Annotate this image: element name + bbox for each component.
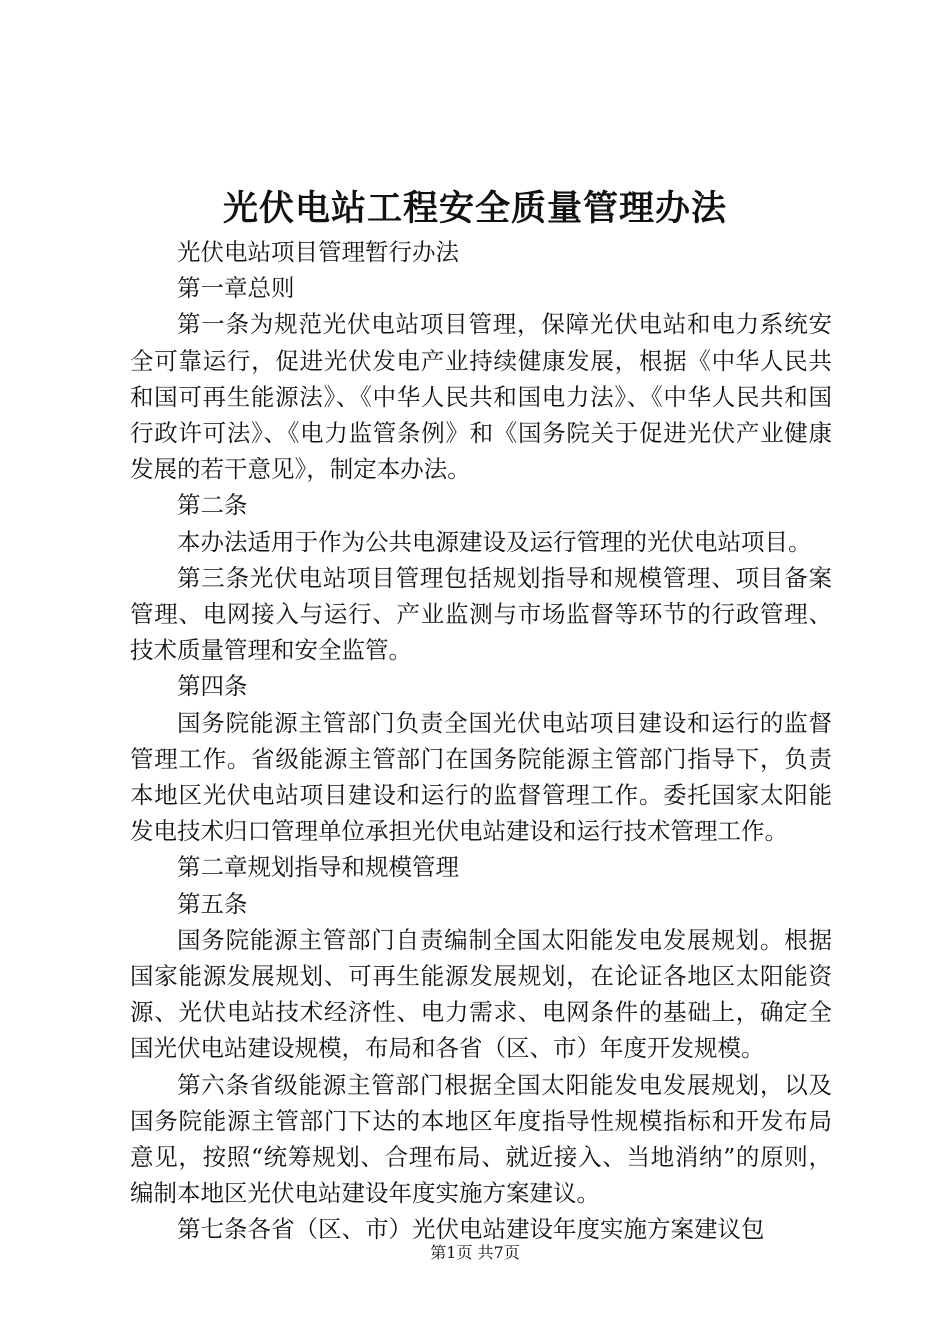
paragraph: 第六条省级能源主管部门根据全国太阳能发电发展规划，以及国务院能源主管部门下达的本地区年度指导性规模指标和开发布局意见，按照“统筹规划、合理布局、就近接入、当地消纳”的原则，编制本地区光伏电站建设年度实施方案建议。: [130, 1070, 832, 1208]
paragraph: 国务院能源主管部门负责全国光伏电站项目建设和运行的监督管理工作。省级能源主管部门在国务院能源主管部门指导下，负责本地区光伏电站项目建设和运行的监督管理工作。委托国家太阳能发电技术归口管理单位承担光伏电站建设和运行技术管理工作。: [130, 708, 832, 846]
paragraph: 第一条为规范光伏电站项目管理，保障光伏电站和电力系统安全可靠运行，促进光伏发电产业持续健康发展，根据《中华人民共和国可再生能源法》、《中华人民共和国电力法》、《中华人民共和国行政许可法》、《电力监管条例》和《国务院关于促进光伏产业健康发展的若干意见》，制定本办法。: [130, 310, 832, 484]
paragraph: 第二章规划指导和规模管理: [177, 853, 459, 882]
paragraph: 第三条光伏电站项目管理包括规划指导和规模管理、项目备案管理、电网接入与运行、产业监测与市场监督等环节的行政管理、技术质量管理和安全监管。: [130, 563, 832, 665]
document-body: [130, 234, 832, 1248]
paragraph: 第一章总则: [177, 274, 295, 303]
paragraph: 本办法适用于作为公共电源建设及运行管理的光伏电站项目。: [177, 527, 812, 556]
paragraph: 国务院能源主管部门自责编制全国太阳能发电发展规划。根据国家能源发展规划、可再生能源发展规划，在论证各地区太阳能资源、光伏电站技术经济性、电力需求、电网条件的基础上，确定全国光伏电站建设规模，布局和各省（区、市）年度开发规模。: [130, 925, 832, 1063]
paragraph: 第五条: [177, 889, 248, 918]
paragraph: 第七条各省（区、市）光伏电站建设年度实施方案建议包: [177, 1215, 765, 1244]
page-number-footer: 第1页 共7页: [430, 1243, 520, 1262]
paragraph: 第二条: [177, 491, 248, 520]
paragraph: 第四条: [177, 672, 248, 701]
document-title: 光伏电站工程安全质量管理办法: [222, 188, 727, 229]
paragraph: 光伏电站项目管理暂行办法: [177, 238, 459, 266]
